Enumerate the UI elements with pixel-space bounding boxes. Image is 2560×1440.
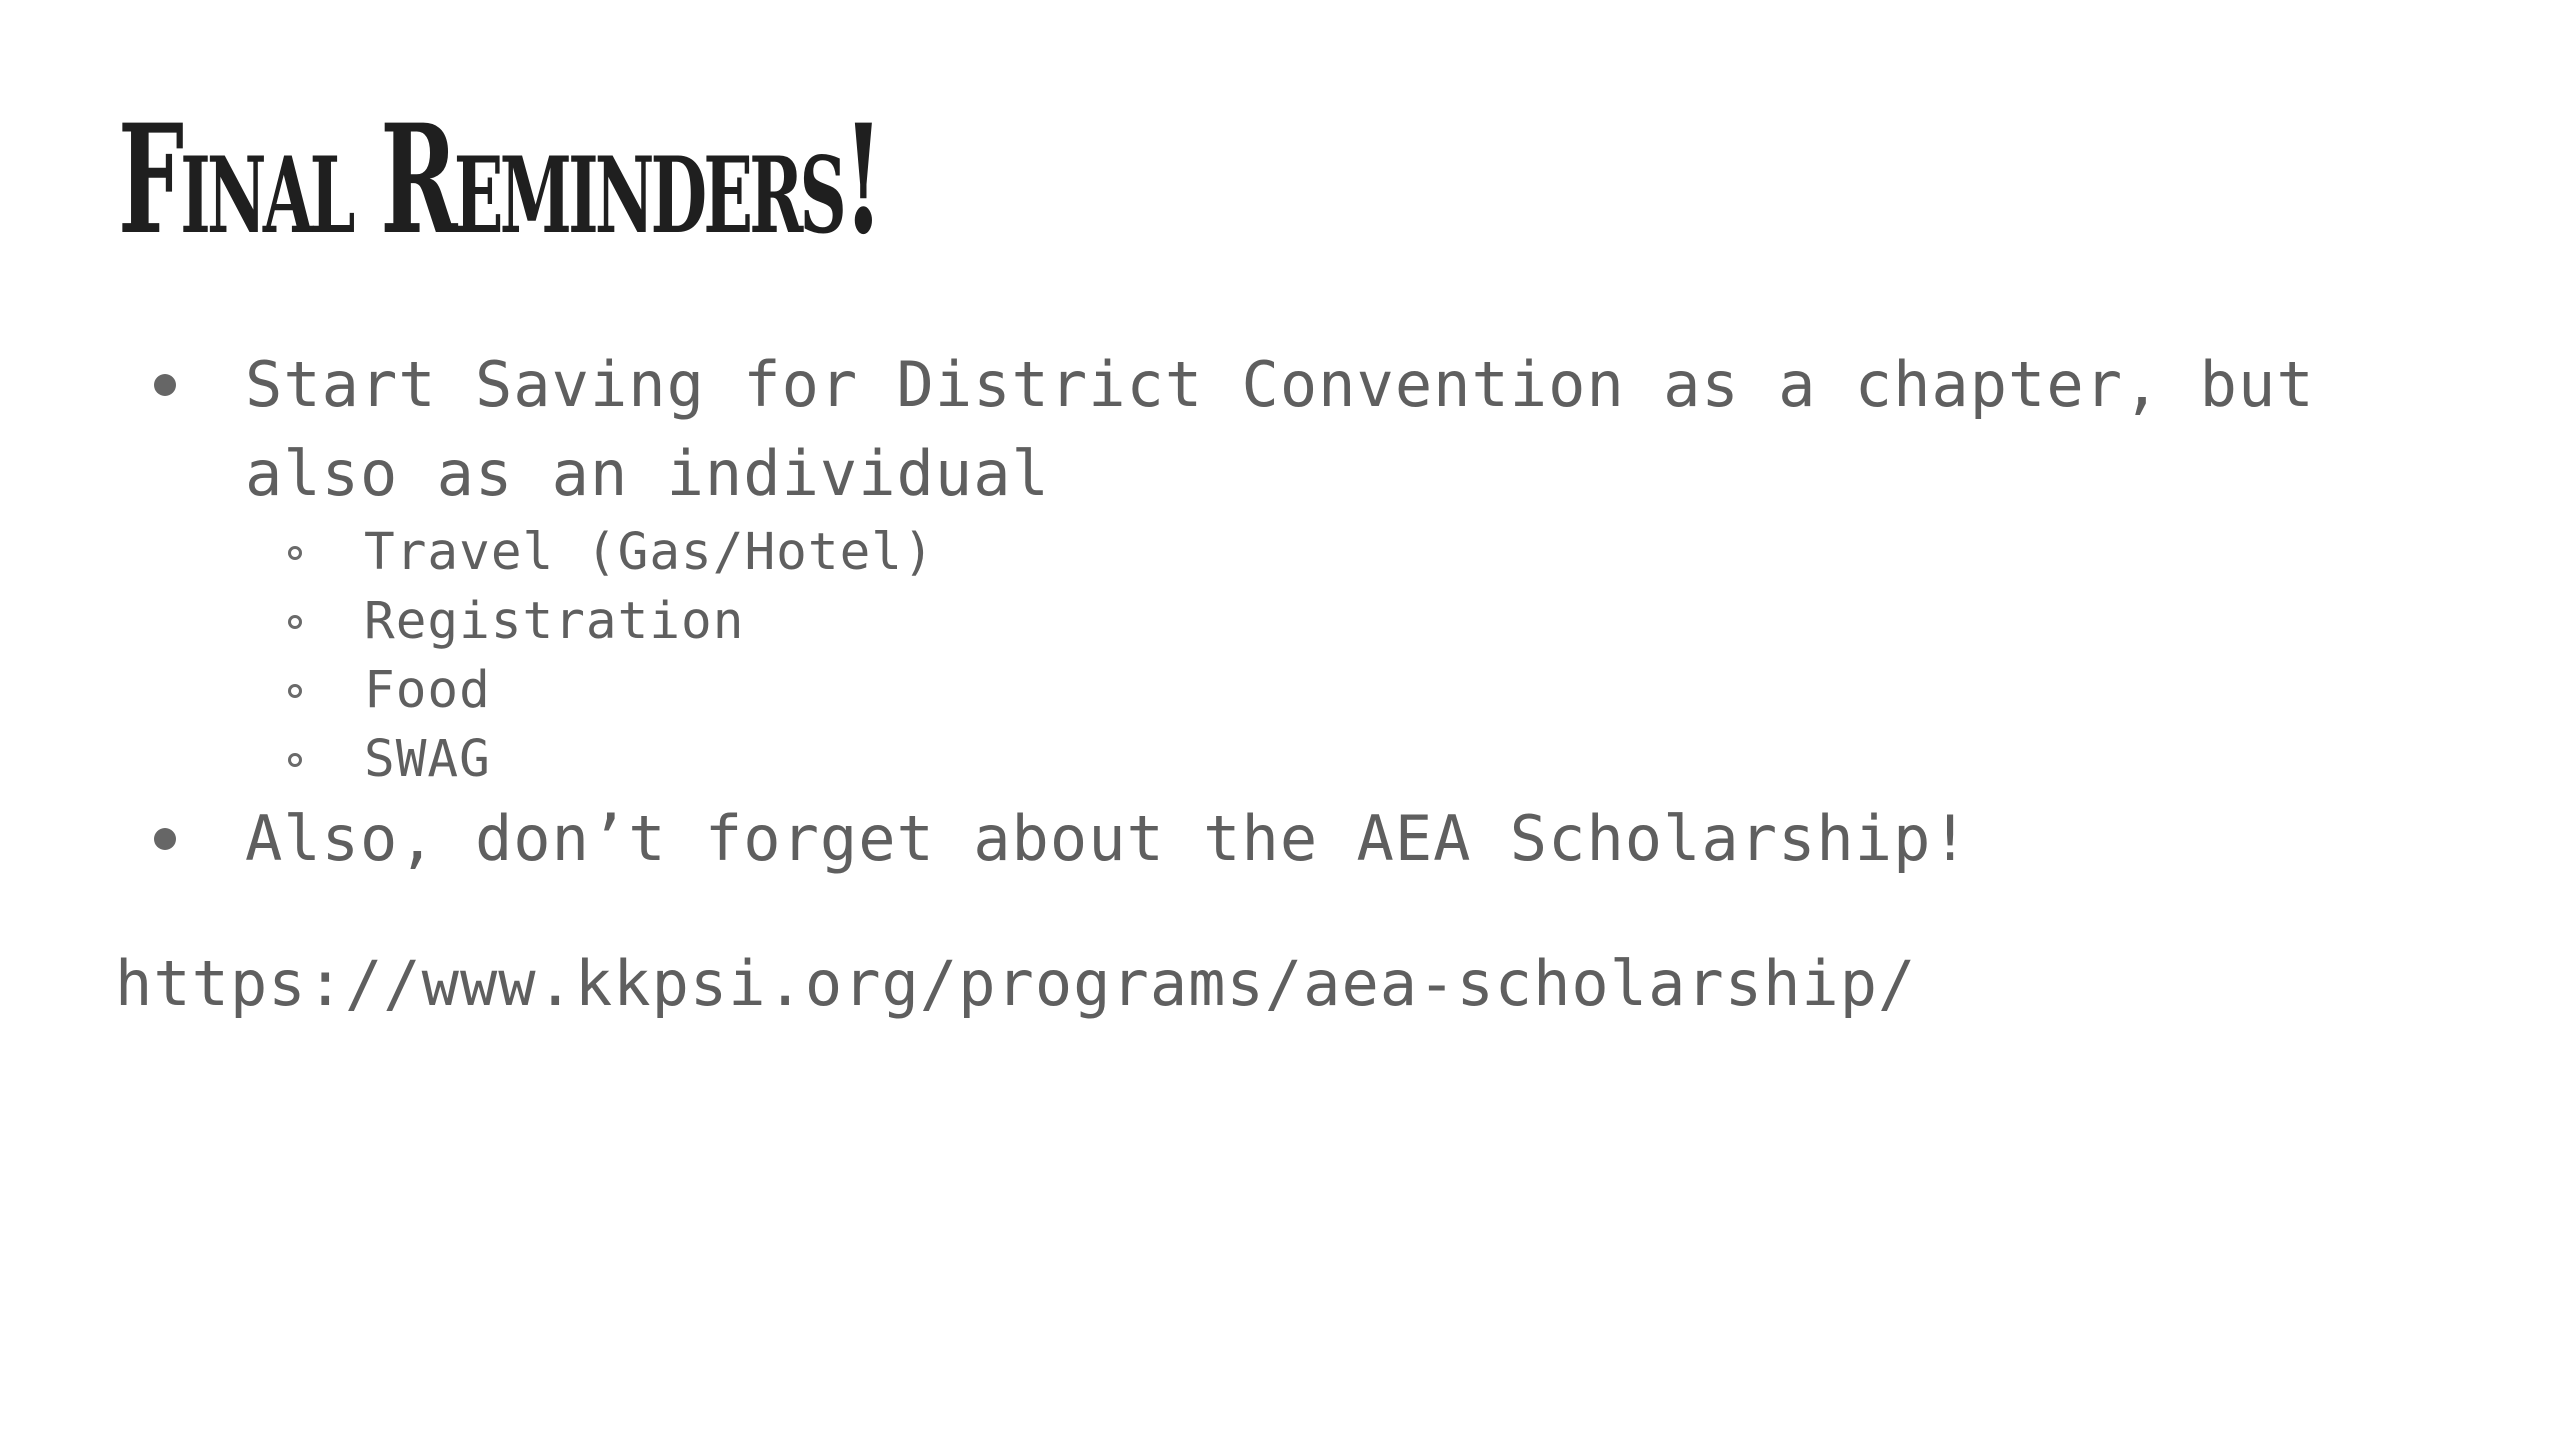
filled-bullet-icon [154, 828, 176, 850]
hollow-bullet-icon [288, 546, 302, 560]
bullet-text: Start Saving for District Convention as a chapter, but also as an individual [245, 348, 2315, 510]
sub-item-travel [140, 518, 2440, 587]
bullet-item-convention [140, 340, 2440, 794]
sub-item-text: Registration [364, 592, 745, 651]
slide-title: Final Reminders! [118, 92, 881, 268]
hollow-bullet-icon [288, 615, 302, 629]
bullet-text: Also, don’t forget about the AEA Scholarship! [245, 802, 1970, 875]
sub-bullet-list [140, 518, 2440, 794]
scholarship-link[interactable]: https://www.kkpsi.org/programs/aea-scholarship/ [115, 947, 1917, 1020]
sub-item-swag [140, 725, 2440, 794]
sub-item-food [140, 656, 2440, 725]
sub-item-text: SWAG [364, 730, 491, 789]
filled-bullet-icon [154, 374, 176, 396]
bullet-list [140, 340, 2440, 883]
sub-item-text: Travel (Gas/Hotel) [364, 523, 935, 582]
hollow-bullet-icon [288, 684, 302, 698]
hollow-bullet-icon [288, 753, 302, 767]
sub-item-registration [140, 587, 2440, 656]
sub-item-text: Food [364, 661, 491, 720]
bullet-item-scholarship [140, 794, 2440, 883]
